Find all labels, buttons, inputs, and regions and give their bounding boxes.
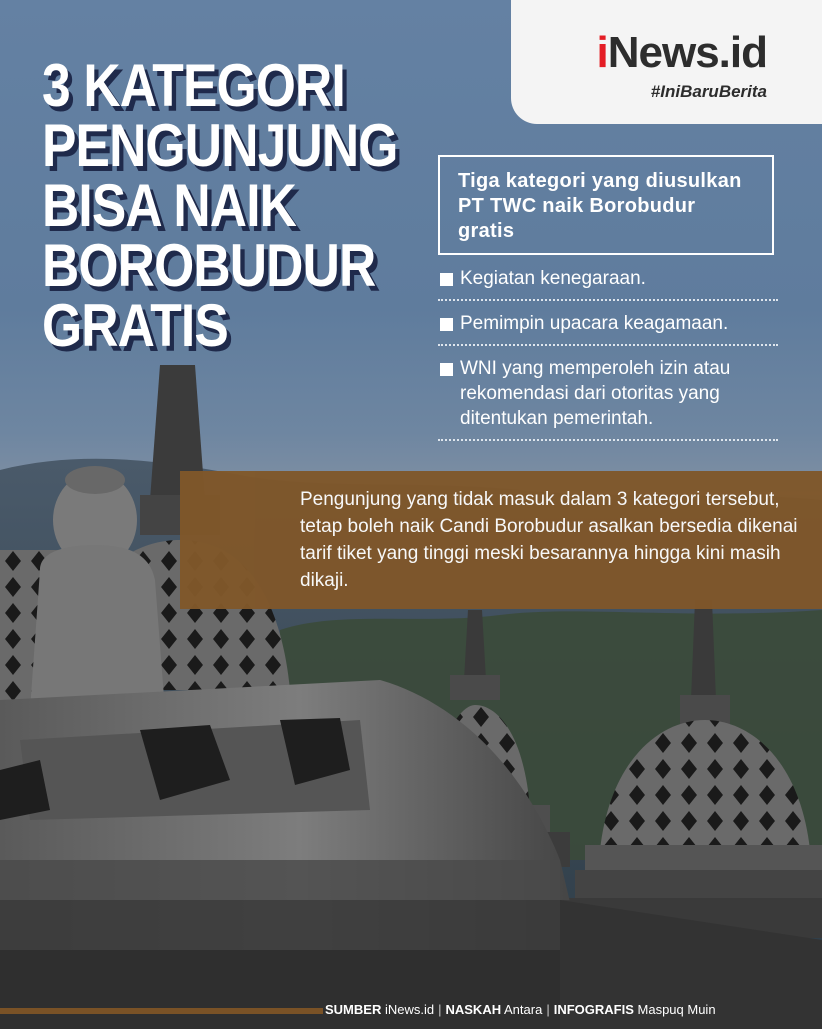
graphic-label: INFOGRAFIS (553, 1002, 634, 1017)
source-label: SUMBER (325, 1002, 382, 1017)
inews-logo: iNews.id (596, 28, 767, 77)
footer-divider (0, 1008, 323, 1014)
bullet-square-icon (440, 273, 453, 286)
brand-box (511, 0, 822, 124)
writer-label: NASKAH (445, 1002, 502, 1017)
brand-tagline: #IniBaruBerita (650, 82, 767, 101)
credits-footer (325, 999, 822, 1023)
title-line: BISA NAIK (42, 172, 297, 239)
source-value: iNews.id (384, 1002, 435, 1017)
graphic-value: Maspuq Muin (637, 1002, 716, 1017)
bullet-square-icon (440, 363, 453, 376)
banner-text: Pengunjung yang tidak masuk dalam 3 kategori tersebut, tetap boleh naik Candi Borobudur asalkan bersedia dikenai tarif tiket yang tinggi meski besarannya hingga kini masih dikaji. (300, 489, 798, 591)
categories-heading-box (438, 155, 774, 255)
info-banner (180, 471, 822, 609)
page-title (42, 52, 398, 359)
title-line: PENGUNJUNG (42, 112, 398, 179)
list-item (438, 356, 778, 441)
categories-list (438, 266, 778, 451)
title-line: BOROBUDUR (42, 232, 376, 299)
list-item (438, 311, 778, 346)
separator: | (438, 1002, 442, 1017)
list-item-text: Kegiatan kenegaraan. (460, 268, 646, 289)
list-item (438, 266, 778, 301)
separator: | (546, 1002, 550, 1017)
categories-heading: Tiga kategori yang diusulkan PT TWC naik Borobudur gratis (458, 170, 742, 242)
writer-value: Antara (504, 1002, 543, 1017)
title-line: GRATIS (42, 292, 228, 359)
title-line: 3 KATEGORI (42, 52, 345, 119)
list-item-text: Pemimpin upacara keagamaan. (460, 313, 729, 334)
list-item-text: WNI yang memperoleh izin atau rekomendasi dari otoritas yang ditentukan pemerintah. (460, 358, 731, 429)
bullet-square-icon (440, 318, 453, 331)
